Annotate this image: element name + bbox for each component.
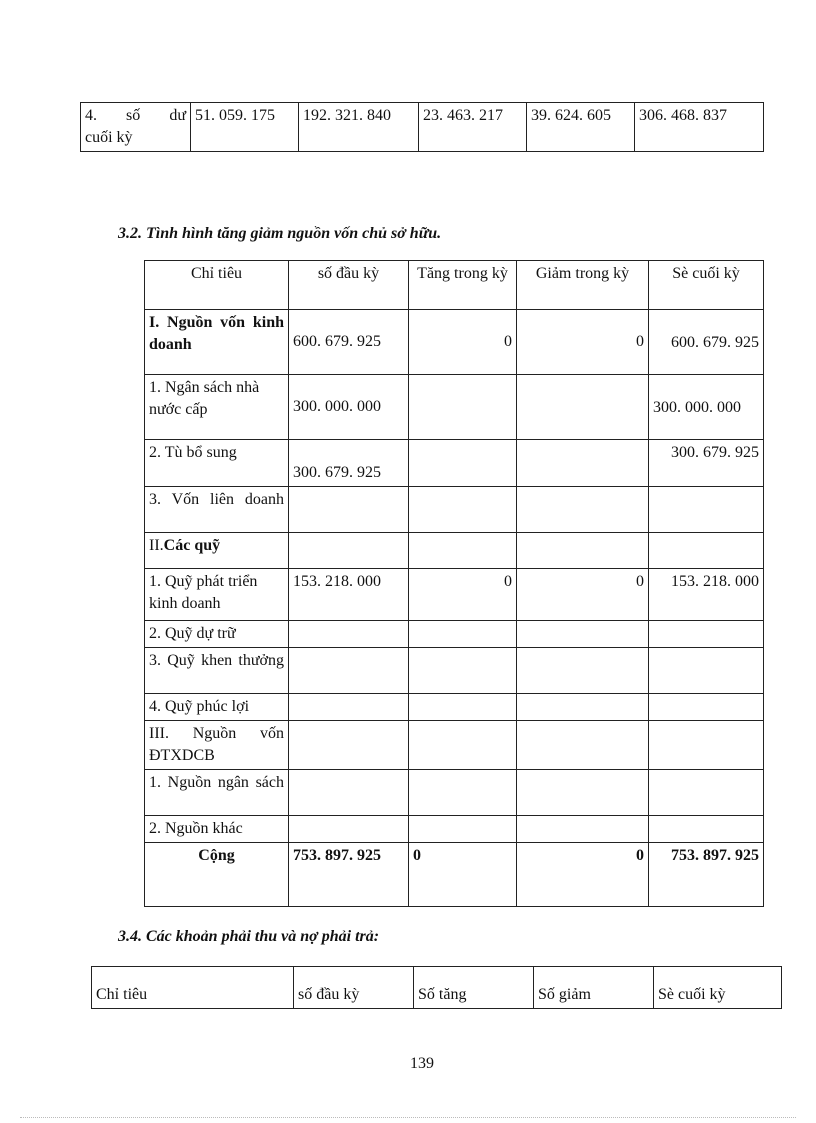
start-cell: [289, 533, 409, 569]
dec-cell: [517, 721, 649, 770]
end-cell: [649, 816, 764, 843]
top-balance-table: [80, 102, 764, 152]
end-cell: [649, 648, 764, 694]
header-giam-trong-ky: Giảm trong kỳ: [517, 261, 649, 310]
value-cell: 39. 624. 605: [527, 103, 635, 152]
page-number: 139: [410, 1055, 434, 1072]
total-row: [145, 843, 764, 907]
end-cell: [649, 770, 764, 816]
inc-cell: [409, 533, 517, 569]
value-cell: 51. 059. 175: [191, 103, 299, 152]
start-cell: [289, 648, 409, 694]
inc-cell: [409, 648, 517, 694]
header-so-tang: Số tăng: [414, 967, 534, 1009]
end-cell: 153. 218. 000: [649, 569, 764, 621]
row-label: 4. Quỹ phúc lợi: [145, 694, 289, 721]
start-cell: 600. 679. 925: [289, 310, 409, 375]
header-so-cuoi-ky: Sè cuối kỳ: [654, 967, 782, 1009]
table-header-row: [145, 261, 764, 310]
total-start-cell: 753. 897. 925: [289, 843, 409, 907]
header-chi-tieu: Chỉ tiêu: [92, 967, 294, 1009]
inc-cell: [409, 770, 517, 816]
equity-change-table: [144, 260, 764, 907]
dec-cell: [517, 533, 649, 569]
end-cell: 600. 679. 925: [649, 310, 764, 375]
section-3-4-heading: 3.4. Các khoản phải thu và nợ phải trả:: [118, 928, 380, 945]
table-header-row: [92, 967, 782, 1009]
total-inc-cell: 0: [409, 843, 517, 907]
end-cell: 300. 679. 925: [649, 440, 764, 487]
inc-cell: [409, 375, 517, 440]
start-cell: 300. 679. 925: [289, 440, 409, 487]
end-cell: [649, 533, 764, 569]
header-chi-tieu: Chỉ tiêu: [145, 261, 289, 310]
row-label: 3. Vốn liên doanh: [145, 487, 289, 533]
header-so-dau-ky: số đầu kỳ: [289, 261, 409, 310]
dec-cell: [517, 648, 649, 694]
inc-cell: [409, 816, 517, 843]
end-cell: [649, 694, 764, 721]
row-label: III. Nguồn vốn ĐTXDCB: [145, 721, 289, 770]
inc-cell: [409, 440, 517, 487]
total-label: Cộng: [145, 843, 289, 907]
table-row: [145, 721, 764, 770]
table-row: [145, 694, 764, 721]
row-label: 4. số dư cuối kỳ: [81, 103, 191, 152]
page-bottom-divider: [20, 1117, 796, 1118]
table-row: [145, 621, 764, 648]
dec-cell: [517, 816, 649, 843]
receivables-table: [91, 966, 782, 1009]
dec-cell: 0: [517, 569, 649, 621]
end-cell: [649, 621, 764, 648]
end-cell: [649, 487, 764, 533]
table-row: [145, 816, 764, 843]
dec-cell: [517, 770, 649, 816]
header-tang-trong-ky: Tăng trong kỳ: [409, 261, 517, 310]
table-row: [145, 648, 764, 694]
row-label: 2. Quỹ dự trữ: [145, 621, 289, 648]
row-label: 2. Tù bổ sung: [145, 440, 289, 487]
table-row: [145, 375, 764, 440]
inc-cell: 0: [409, 569, 517, 621]
table-row: [81, 103, 764, 152]
start-cell: 300. 000. 000: [289, 375, 409, 440]
inc-cell: [409, 721, 517, 770]
inc-cell: 0: [409, 310, 517, 375]
row-label: 1. Quỹ phát triển kinh doanh: [145, 569, 289, 621]
end-cell: [649, 721, 764, 770]
value-cell: 306. 468. 837: [635, 103, 764, 152]
row-label: II.Các quỹ: [145, 533, 289, 569]
section-3-2-heading: 3.2. Tình hình tăng giảm nguồn vốn chủ sở hữu.: [118, 225, 442, 242]
table-row: [145, 440, 764, 487]
row-label: 2. Nguồn khác: [145, 816, 289, 843]
value-cell: 192. 321. 840: [299, 103, 419, 152]
table-row: [145, 310, 764, 375]
table-row: [145, 569, 764, 621]
total-dec-cell: 0: [517, 843, 649, 907]
start-cell: [289, 487, 409, 533]
row-label: 1. Ngân sách nhà nước cấp: [145, 375, 289, 440]
value-cell: 23. 463. 217: [419, 103, 527, 152]
start-cell: [289, 694, 409, 721]
dec-cell: [517, 440, 649, 487]
inc-cell: [409, 487, 517, 533]
inc-cell: [409, 694, 517, 721]
start-cell: [289, 621, 409, 648]
start-cell: [289, 770, 409, 816]
dec-cell: [517, 375, 649, 440]
dec-cell: [517, 621, 649, 648]
start-cell: [289, 816, 409, 843]
table-row: [145, 487, 764, 533]
table-row: [145, 533, 764, 569]
row-label: 3. Quỹ khen thưởng: [145, 648, 289, 694]
header-so-dau-ky: số đầu kỳ: [294, 967, 414, 1009]
dec-cell: 0: [517, 310, 649, 375]
header-so-cuoi-ky: Sè cuối kỳ: [649, 261, 764, 310]
dec-cell: [517, 694, 649, 721]
header-so-giam: Số giảm: [534, 967, 654, 1009]
start-cell: 153. 218. 000: [289, 569, 409, 621]
table-row: [145, 770, 764, 816]
total-end-cell: 753. 897. 925: [649, 843, 764, 907]
start-cell: [289, 721, 409, 770]
row-label: 1. Nguồn ngân sách: [145, 770, 289, 816]
dec-cell: [517, 487, 649, 533]
inc-cell: [409, 621, 517, 648]
row-label: I. Nguồn vốn kinh doanh: [145, 310, 289, 375]
end-cell: 300. 000. 000: [649, 375, 764, 440]
